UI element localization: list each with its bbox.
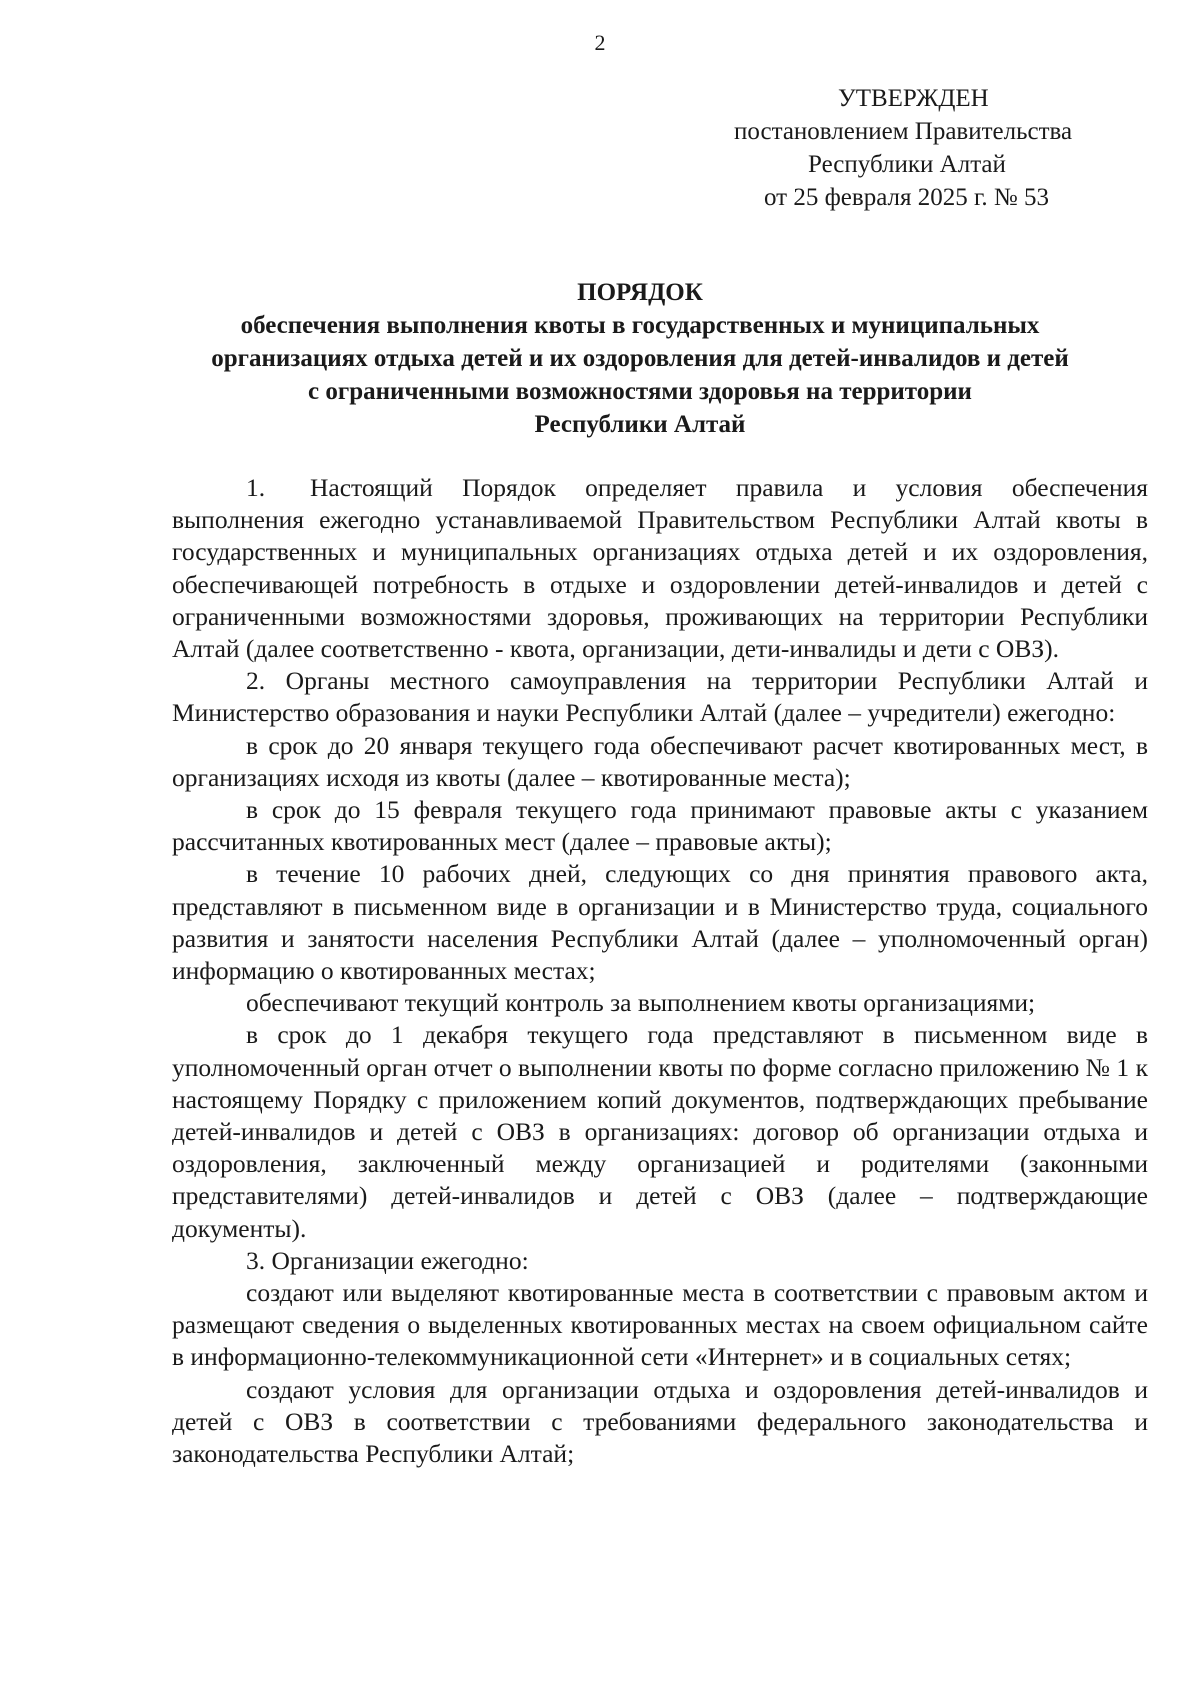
- title-line: Республики Алтай: [534, 411, 746, 438]
- document-body: [172, 472, 1148, 1470]
- approval-authority: Республики Алтай: [808, 151, 1006, 178]
- paragraph-text: Настоящий Порядок определяет правила и условия обеспечения выполнения ежегодно устанавливаемой Правительством Республики Алтай квоты в государственных и муниципальных организациях отдыха детей и их оздоровления, обеспечивающей потребность в отдыхе и оздоровлении детей-инвалидов и детей с ограниченными возможностями здоровья, проживающих на территории Республики Алтай (далее соответственно - квота, организации, дети-инвалиды и дети с ОВЗ).: [172, 473, 1148, 664]
- title-line: организациях отдыха детей и их оздоровления для детей-инвалидов и детей: [211, 345, 1069, 372]
- approval-date-number: от 25 февраля 2025 г. № 53: [764, 184, 1050, 211]
- paragraph: создают или выделяют квотированные места в соответствии с правовым актом и размещают сведения о выделенных квотированных местах на своем официальном сайте в информационно-телекоммуникационной сети «Интернет» и в социальных сетях;: [172, 1278, 1148, 1372]
- paragraph: создают условия для организации отдыха и оздоровления детей-инвалидов и детей с ОВЗ в соответствии с требованиями федерального законодательства и законодательства Республики Алтай;: [172, 1374, 1148, 1469]
- approval-stamp: [690, 82, 1110, 214]
- paragraph: 2. Органы местного самоуправления на территории Республики Алтай и Министерство образования и науки Республики Алтай (далее – учредители) ежегодно:: [172, 666, 1148, 728]
- page-number: 2: [594, 30, 606, 55]
- paragraph: обеспечивают текущий контроль за выполнением квоты организациями;: [246, 988, 1036, 1018]
- paragraph: в срок до 15 февраля текущего года принимают правовые акты с указанием рассчитанных квотированных мест (далее – правовые акты);: [172, 795, 1148, 857]
- approval-act-type: постановлением Правительства: [734, 118, 1073, 145]
- document-title: [140, 276, 1140, 441]
- title-line: с ограниченными возможностями здоровья на территории: [308, 378, 972, 405]
- paragraph: в срок до 1 декабря текущего года представляют в письменном виде в уполномоченный орган отчет о выполнении квоты по форме согласно приложению № 1 к настоящему Порядку с приложением копий документов, подтверждающих пребывание детей-инвалидов и детей с ОВЗ в организациях: договор об организации отдыха и оздоровления, заключенный между организацией и родителями (законными представителями) детей-инвалидов и детей с ОВЗ (далее – подтверждающие документы).: [172, 1020, 1148, 1243]
- approval-heading: УТВЕРЖДЕН: [838, 85, 989, 112]
- paragraph: [172, 472, 1148, 665]
- paragraph: в срок до 20 января текущего года обеспечивают расчет квотированных мест, в организациях исходя из квоты (далее – квотированные места);: [172, 730, 1148, 792]
- paragraph: в течение 10 рабочих дней, следующих со дня принятия правового акта, представляют в письменном виде в организации и в Министерство труда, социального развития и занятости населения Республики Алтай (далее – уполномоченный орган) информацию о квотированных местах;: [172, 859, 1148, 986]
- title-heading: ПОРЯДОК: [577, 279, 703, 306]
- paragraph-number: 1.: [246, 473, 266, 502]
- title-line: обеспечения выполнения квоты в государственных и муниципальных: [240, 312, 1040, 339]
- paragraph: 3. Организации ежегодно:: [246, 1245, 529, 1275]
